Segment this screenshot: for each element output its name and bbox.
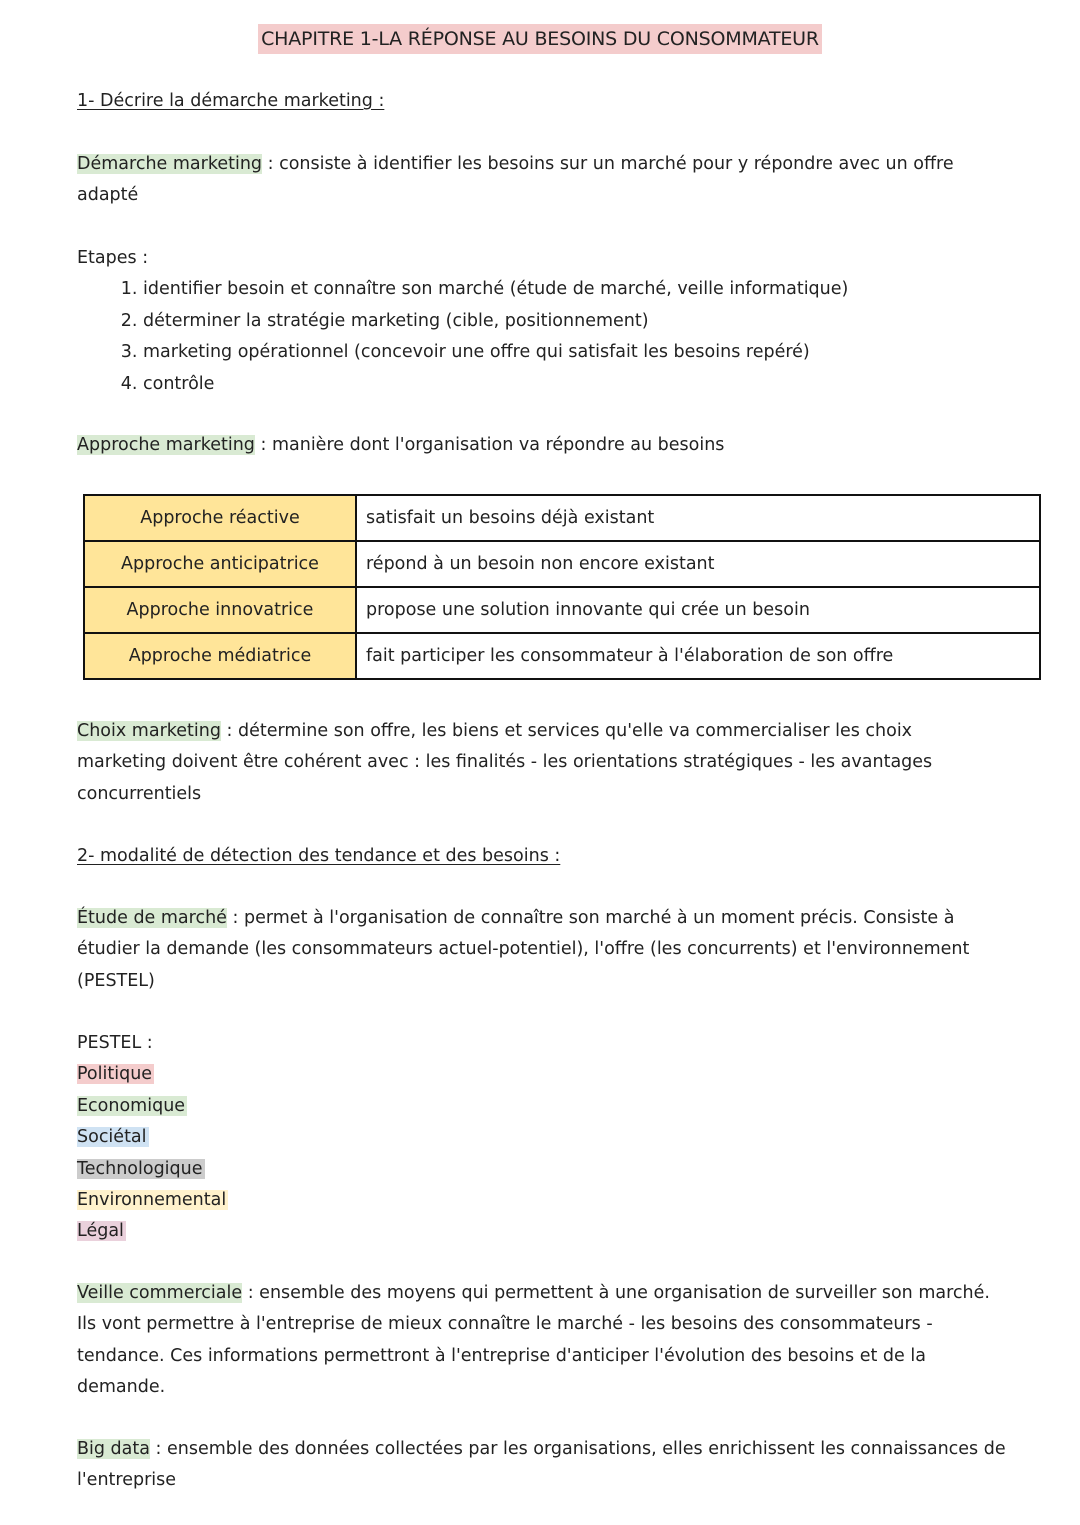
demarche-paragraph	[77, 149, 977, 212]
approach-description: propose une solution innovante qui crée un besoin	[356, 587, 1040, 633]
etapes-block	[77, 243, 1037, 400]
pestel-economique: Economique	[77, 1095, 186, 1116]
etapes-list	[77, 274, 1037, 400]
bigdata-term: Big data	[77, 1439, 150, 1459]
choix-term: Choix marketing	[77, 721, 221, 741]
title-container	[0, 24, 1080, 56]
etude-term: Étude de marché	[77, 908, 227, 928]
table-row	[84, 495, 1040, 541]
approach-label: Approche médiatrice	[84, 633, 356, 679]
pestel-environnemental: Environnemental	[77, 1190, 227, 1211]
etape-item: 2. déterminer la stratégie marketing (cible, positionnement)	[143, 306, 1037, 337]
pestel-politique: Politique	[77, 1064, 153, 1085]
approche-term: Approche marketing	[77, 435, 255, 455]
pestel-legal: Légal	[77, 1221, 124, 1242]
section2-heading: 2- modalité de détection des tendance et des besoins :	[77, 846, 561, 866]
pestel-label: PESTEL :	[77, 1033, 153, 1053]
page-title: CHAPITRE 1-LA RÉPONSE AU BESOINS DU CONSOMMATEUR	[258, 24, 822, 54]
etapes-label: Etapes :	[77, 248, 149, 268]
approach-label: Approche innovatrice	[84, 587, 356, 633]
bigdata-paragraph	[77, 1434, 1012, 1497]
bigdata-definition: : ensemble des données collectées par les organisations, elles enrichissent les connaissances de l'entreprise	[77, 1439, 1006, 1491]
veille-definition: : ensemble des moyens qui permettent à une organisation de surveiller son marché. Ils vont permettre à l'entreprise de mieux connaître le marché - les besoins des consommateurs - tendance. Ces informations permettront à l'entreprise d'anticiper l'évolution des besoins et de la demande.	[77, 1283, 990, 1398]
pestel-block	[77, 1028, 1037, 1248]
section1-heading-block	[77, 86, 1037, 117]
table-row	[84, 587, 1040, 633]
etude-definition: : permet à l'organisation de connaître son marché à un moment précis. Consiste à étudier la demande (les consommateurs actuel-potentiel), l'offre (les concurrents) et l'environnement (PESTEL)	[77, 908, 970, 991]
section1-heading: 1- Décrire la démarche marketing :	[77, 91, 385, 111]
pestel-technologique: Technologique	[77, 1158, 203, 1179]
choix-paragraph	[77, 716, 977, 810]
demarche-definition: : consiste à identifier les besoins sur un marché pour y répondre avec un offre adapté	[77, 154, 954, 206]
demarche-term: Démarche marketing	[77, 154, 263, 174]
veille-paragraph	[77, 1278, 1012, 1404]
approach-description: répond à un besoin non encore existant	[356, 541, 1040, 587]
etape-item: 1. identifier besoin et connaître son marché (étude de marché, veille informatique)	[143, 274, 1037, 305]
table-row	[84, 541, 1040, 587]
approach-label: Approche réactive	[84, 495, 356, 541]
approach-description: fait participer les consommateur à l'élaboration de son offre	[356, 633, 1040, 679]
section2-heading-block	[77, 841, 1037, 872]
etape-item: 4. contrôle	[143, 369, 1037, 400]
etape-item: 3. marketing opérationnel (concevoir une offre qui satisfait les besoins repéré)	[143, 337, 1037, 368]
etude-paragraph	[77, 903, 997, 997]
approche-definition: : manière dont l'organisation va répondre au besoins	[260, 435, 725, 455]
approaches-table	[83, 494, 1041, 680]
pestel-societal: Sociétal	[77, 1127, 147, 1148]
approche-paragraph	[77, 430, 1037, 461]
approach-description: satisfait un besoins déjà existant	[356, 495, 1040, 541]
choix-definition: : détermine son offre, les biens et services qu'elle va commercialiser les choix marketing doivent être cohérent avec : les finalités - les orientations stratégiques - les avantages concurrentiels	[77, 721, 933, 804]
veille-term: Veille commerciale	[77, 1283, 243, 1303]
approach-label: Approche anticipatrice	[84, 541, 356, 587]
table-row	[84, 633, 1040, 679]
